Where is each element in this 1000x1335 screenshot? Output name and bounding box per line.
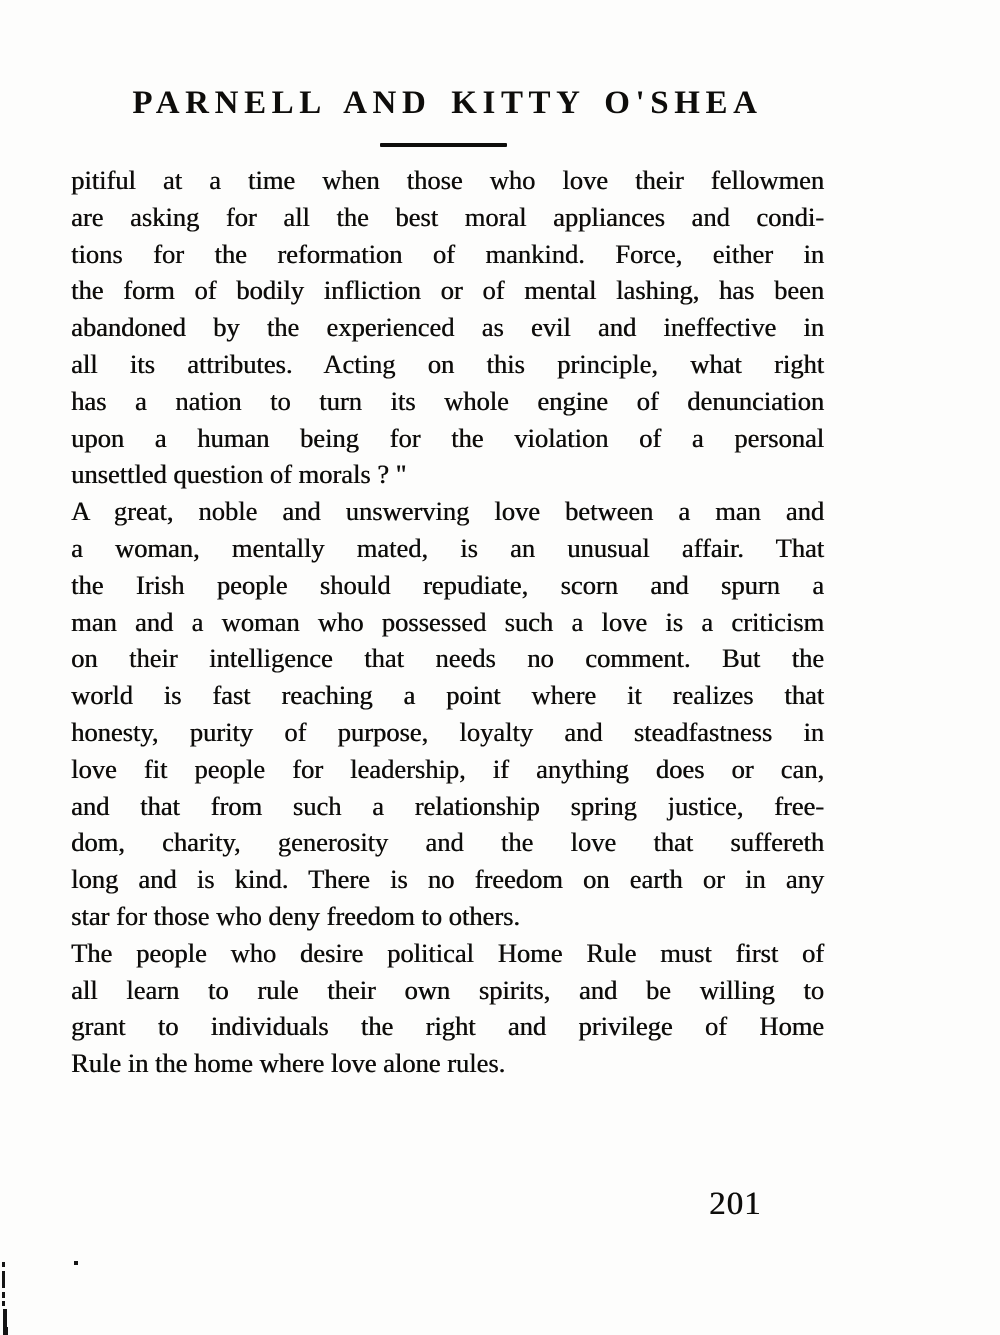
page-number: 201 (709, 1186, 762, 1222)
text-line: The people who desire political Home Rule must first of (71, 937, 824, 968)
text-line: and that from such a relationship spring justice, free- (71, 790, 824, 821)
text-line: pitiful at a time when those who love their fellowmen (71, 165, 824, 195)
scan-artifact (2, 1271, 5, 1288)
text-line: love fit people for leadership, if anything does or can, (71, 753, 824, 784)
scan-artifact (4, 1327, 8, 1335)
text-line: the form of bodily infliction or of mental lashing, has been (71, 275, 824, 306)
header-divider (380, 143, 507, 147)
text-line: are asking for all the best moral appliances and condi- (71, 201, 824, 232)
text-line: man and a woman who possessed such a love is a criticism (71, 606, 824, 637)
text-line: upon a human being for the violation of a personal (71, 422, 824, 453)
text-line: on their intelligence that needs no comment. But the (71, 643, 824, 674)
scan-artifact (74, 1261, 78, 1265)
text-line: honesty, purity of purpose, loyalty and steadfastness in (71, 716, 824, 747)
paragraph (71, 935, 824, 1082)
text-line: unsettled question of morals ? " (71, 459, 407, 490)
text-line: A great, noble and unswerving love between a man and (71, 496, 824, 527)
text-line: abandoned by the experienced as evil and ineffective in (71, 312, 824, 343)
text-line: all its attributes. Acting on this principle, what right (71, 348, 824, 379)
text-line: tions for the reformation of mankind. Force, either in (71, 238, 824, 269)
page-header-title: PARNELL AND KITTY O'SHEA (132, 85, 763, 121)
scan-artifact (2, 1262, 5, 1267)
text-line: star for those who deny freedom to others. (71, 900, 520, 931)
text-line: long and is kind. There is no freedom on earth or in any (71, 864, 824, 895)
scan-artifact (2, 1292, 5, 1298)
text-line: grant to individuals the right and privilege of Home (71, 1011, 824, 1042)
text-line: a woman, mentally mated, is an unusual affair. That (71, 532, 824, 563)
text-line: world is fast reaching a point where it realizes that (71, 680, 824, 711)
text-line: the Irish people should repudiate, scorn and spurn a (71, 569, 824, 600)
body-text (71, 162, 824, 1082)
paragraph (71, 162, 824, 493)
text-line: all learn to rule their own spirits, and be willing to (71, 974, 824, 1005)
text-line: dom, charity, generosity and the love that suffereth (71, 827, 824, 858)
scan-artifact (2, 1301, 5, 1306)
text-line: Rule in the home where love alone rules. (71, 1048, 506, 1079)
text-line: has a nation to turn its whole engine of denunciation (71, 385, 824, 416)
paragraph (71, 493, 824, 935)
